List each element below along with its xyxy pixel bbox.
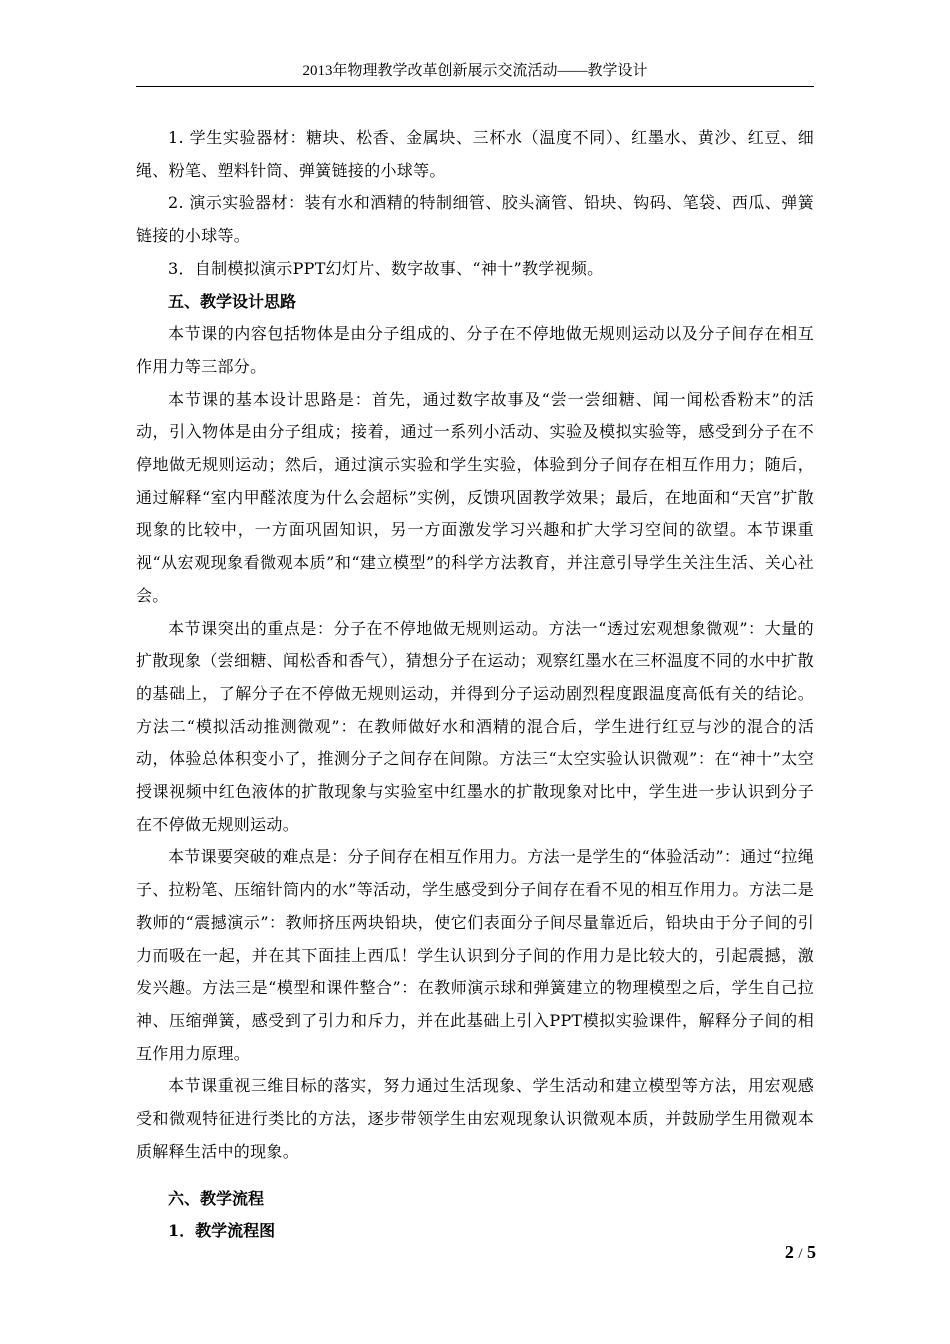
document-body <box>136 122 814 1248</box>
page-separator: / <box>798 1246 803 1262</box>
subheading-flowchart: 1．教学流程图 <box>168 1221 276 1241</box>
section-spacer <box>136 1169 814 1183</box>
page-number <box>785 1242 816 1263</box>
header-divider <box>136 86 814 87</box>
section-heading-flow: 六、教学流程 <box>168 1188 265 1208</box>
paragraph-key-point: 本节课突出的重点是：分子在不停地做无规则运动。方法一“透过宏观想象微观”：大量的扩散现象（尝细糖、闻松香和香气），猜想分子在运动；观察红墨水在三杯温度不同的水中扩散的基础上，了解分子在不停做无规则运动，并得到分子运动剧烈程度跟温度高低有关的结论。方法二“模拟活动推测微观”：在教师做好水和酒精的混合后，学生进行红豆与沙的混合的活动，体验总体积变小了，推测分子之间存在间隙。方法三“太空实验认识微观”：在“神十”太空授课视频中红色液体的扩散现象与实验室中红墨水的扩散现象对比中，学生进一步认识到分子在不停做无规则运动。 <box>136 618 814 834</box>
current-page: 2 <box>784 1242 794 1262</box>
paragraph-content-overview: 本节课的内容包括物体是由分子组成的、分子在不停地做无规则运动以及分子间存在相互作用力等三部分。 <box>136 324 814 376</box>
paragraph-ppt-materials: 3．自制模拟演示PPT幻灯片、数字故事、“神十”教学视频。 <box>168 258 604 278</box>
paragraph-difficulty: 本节课要突破的难点是：分子间存在相互作用力。方法一是学生的“体验活动”：通过“拉绳子、拉粉笔、压缩针筒内的水”等活动，学生感受到分子间存在看不见的相互作用力。方法二是教师的“震撼演示”：教师挤压两块铅块，使它们表面分子间尽量靠近后，铅块由于分子间的引力而吸在一起，并在其下面挂上西瓜！学生认识到分子间的作用力是比较大的，引起震撼，激发兴趣。方法三是“模型和课件整合”：在教师演示球和弹簧建立的物理模型之后，学生自己拉神、压缩弹簧，感受到了引力和斥力，并在此基础上引入PPT模拟实验课件，解释分子间的相互作用力原理。 <box>136 847 814 1063</box>
paragraph-goals: 本节课重视三维目标的落实，努力通过生活现象、学生活动和建立模型等方法，用宏观感受和微观特征进行类比的方法，逐步带领学生由宏观现象认识微观本质，并鼓励学生用微观本质解释生活中的现象。 <box>136 1076 814 1161</box>
section-heading-design: 五、教学设计思路 <box>168 291 297 311</box>
total-pages: 5 <box>807 1242 816 1262</box>
paragraph-demo-equipment: 2. 演示实验器材：装有水和酒精的特制细管、胶头滴管、铅块、钩码、笔袋、西瓜、弹簧链接的小球等。 <box>136 193 814 246</box>
paragraph-design-idea: 本节课的基本设计思路是：首先，通过数字故事及“尝一尝细糖、闻一闻松香粉末”的活动，引入物体是由分子组成；接着，通过一系列小活动、实验及模拟实验等，感受到分子在不停地做无规则运动；然后，通过演示实验和学生实验，体验到分子间存在相互作用力；随后，通过解释“室内甲醛浓度为什么会超标”实例，反馈巩固教学效果；最后，在地面和“天宫”扩散现象的比较中，一方面巩固知识，另一方面激发学习兴趣和扩大学习空间的欲望。本节课重视“从宏观现象看微观本质”和“建立模型”的科学方法教育，并注意引导学生关注生活、关心社会。 <box>136 389 814 605</box>
paragraph-student-equipment: 1. 学生实验器材：糖块、松香、金属块、三杯水（温度不同）、红墨水、黄沙、红豆、细绳、粉笔、塑料针筒、弹簧链接的小球等。 <box>136 128 814 180</box>
page-header: 2013年物理教学改革创新展示交流活动——教学设计 <box>302 63 648 79</box>
